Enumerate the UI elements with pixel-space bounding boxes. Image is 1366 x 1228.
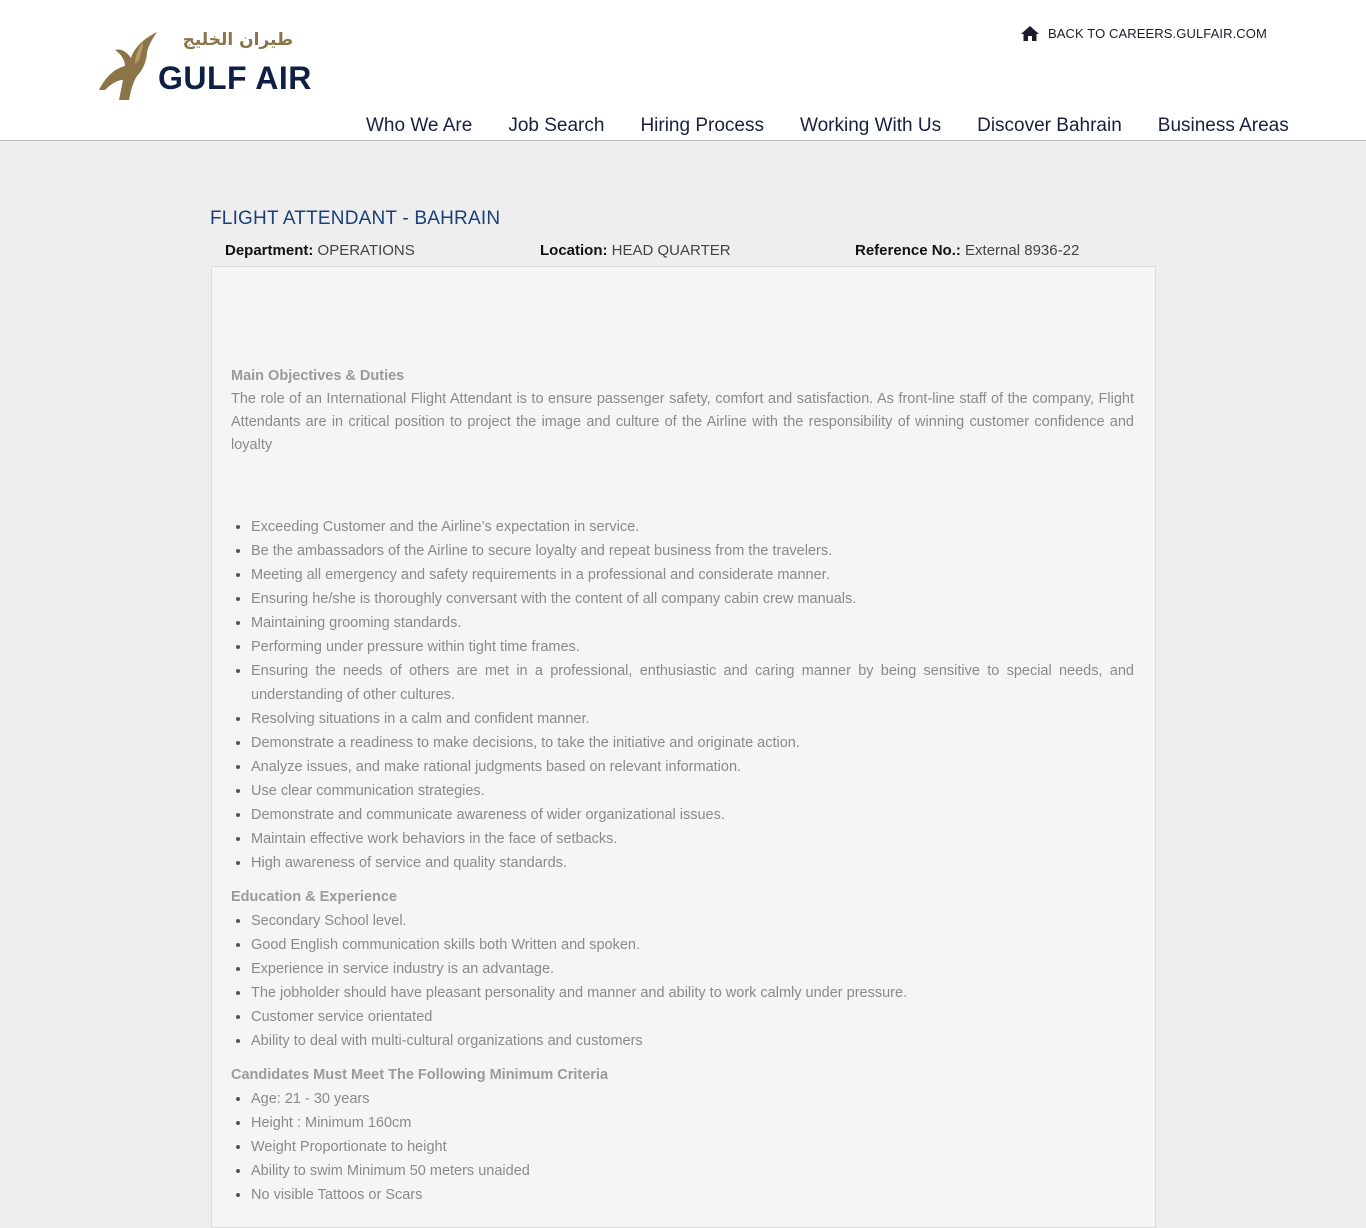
logo-arabic-text: طيران الخليج: [182, 30, 293, 50]
back-to-careers-label: BACK TO CAREERS.GULFAIR.COM: [1048, 25, 1267, 41]
list-item: • Good English communication skills both Written and spoken.: [251, 933, 1134, 957]
department-label: Department:: [225, 242, 314, 259]
back-to-careers-link[interactable]: [1020, 22, 1267, 44]
list-item: • Meeting all emergency and safety requirements in a professional and considerate manner.: [251, 563, 1134, 587]
job-title: FLIGHT ATTENDANT - BAHRAIN: [210, 208, 501, 229]
duties-list: [231, 515, 1134, 875]
education-list: [231, 909, 1134, 1053]
education-heading: Education & Experience: [231, 889, 397, 905]
list-item: • Maintain effective work behaviors in the face of setbacks.: [251, 827, 1134, 851]
falcon-logo-icon: [97, 30, 159, 102]
criteria-heading: Candidates Must Meet The Following Minimum Criteria: [231, 1067, 609, 1083]
department-value: OPERATIONS: [317, 242, 415, 259]
objectives-heading: Main Objectives & Duties: [231, 368, 405, 384]
nav-discover-bahrain[interactable]: Discover Bahrain: [977, 115, 1122, 136]
list-item: • Ability to swim Minimum 50 meters unaided: [251, 1159, 1134, 1183]
list-item: • Ensuring he/she is thoroughly conversant with the content of all company cabin crew manuals.: [251, 587, 1134, 611]
list-item: • Age: 21 - 30 years: [251, 1087, 1134, 1111]
list-item: • The jobholder should have pleasant personality and manner and ability to work calmly under pressure.: [251, 981, 1134, 1005]
nav-who-we-are[interactable]: Who We Are: [366, 115, 473, 136]
reference-label: Reference No.:: [855, 242, 961, 259]
list-item: • Resolving situations in a calm and confident manner.: [251, 707, 1134, 731]
list-item: • Be the ambassadors of the Airline to secure loyalty and repeat business from the travelers.: [251, 539, 1134, 563]
list-item: • No visible Tattoos or Scars: [251, 1183, 1134, 1207]
home-icon: [1020, 25, 1040, 42]
main-nav: [366, 112, 1289, 140]
location-value: HEAD QUARTER: [611, 242, 731, 259]
list-item: • Performing under pressure within tight time frames.: [251, 635, 1134, 659]
location-info: [540, 242, 731, 259]
list-item: • Demonstrate a readiness to make decisions, to take the initiative and originate action.: [251, 731, 1134, 755]
list-item: • Ensuring the needs of others are met in a professional, enthusiastic and caring manner by being sensitive to special needs, and understanding of other cultures.: [251, 659, 1134, 707]
list-item: • Height : Minimum 160cm: [251, 1111, 1134, 1135]
list-item: • Weight Proportionate to height: [251, 1135, 1134, 1159]
location-label: Location:: [540, 242, 608, 259]
list-item: • Analyze issues, and make rational judgments based on relevant information.: [251, 755, 1134, 779]
list-item: • Use clear communication strategies.: [251, 779, 1134, 803]
list-item: • Experience in service industry is an advantage.: [251, 957, 1134, 981]
nav-business-areas[interactable]: Business Areas: [1157, 115, 1289, 136]
department-info: [225, 242, 415, 259]
list-item: • Exceeding Customer and the Airline’s expectation in service.: [251, 515, 1134, 539]
list-item: • Demonstrate and communicate awareness of wider organizational issues.: [251, 803, 1134, 827]
nav-job-search[interactable]: Job Search: [508, 115, 605, 136]
list-item: • High awareness of service and quality standards.: [251, 851, 1134, 875]
list-item: • Customer service orientated: [251, 1005, 1134, 1029]
reference-value: External 8936-22: [965, 242, 1080, 259]
list-item: • Secondary School level.: [251, 909, 1134, 933]
list-item: • Ability to deal with multi-cultural organizations and customers: [251, 1029, 1134, 1053]
job-details-content: [231, 364, 1134, 1207]
site-header: [0, 0, 1366, 141]
list-item: • Maintaining grooming standards.: [251, 611, 1134, 635]
criteria-list: [231, 1087, 1134, 1207]
nav-hiring-process[interactable]: Hiring Process: [640, 115, 764, 136]
nav-working-with-us[interactable]: Working With Us: [799, 115, 942, 136]
reference-info: [855, 242, 1079, 259]
logo-latin-text: GULF AIR: [158, 60, 312, 96]
gulf-air-logo[interactable]: [97, 30, 312, 102]
objectives-text: The role of an International Flight Attendant is to ensure passenger safety, comfort and satisfaction. As front-line staff of the company, Flight Attendants are in critical position to project the image and culture of the Airline with the responsibility of winning customer confidence and loyalty: [231, 391, 1134, 453]
